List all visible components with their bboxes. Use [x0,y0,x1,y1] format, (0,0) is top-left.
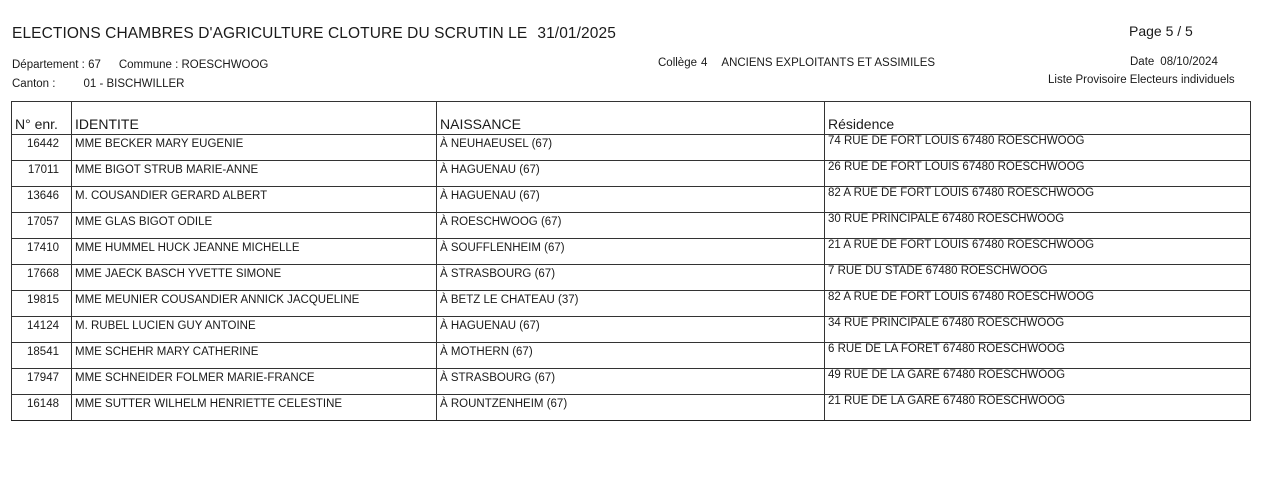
cell-number: 14124 [12,317,72,343]
cell-number: 19815 [12,291,72,317]
cell-residence: 7 RUE DU STADE 67480 ROESCHWOOG [825,265,1251,291]
cell-naissance: À ROUNTZENHEIM (67) [437,395,825,421]
cell-number: 17668 [12,265,72,291]
cell-identite: MME HUMMEL HUCK JEANNE MICHELLE [72,239,437,265]
document-title [12,25,616,43]
cell-residence: 49 RUE DE LA GARE 67480 ROESCHWOOG [825,369,1251,395]
cell-naissance: À MOTHERN (67) [437,343,825,369]
table-row [12,265,1251,291]
cell-residence: 34 RUE PRINCIPALE 67480 ROESCHWOOG [825,317,1251,343]
table-row [12,291,1251,317]
cell-number: 16148 [12,395,72,421]
column-header-identite: IDENTITE [72,102,437,135]
date-line [1130,56,1218,68]
closing-date: 31/01/2025 [537,25,616,42]
cell-number: 17410 [12,239,72,265]
cell-naissance: À SOUFFLENHEIM (67) [437,239,825,265]
cell-identite: MME GLAS BIGOT ODILE [72,213,437,239]
cell-residence: 82 A RUE DE FORT LOUIS 67480 ROESCHWOOG [825,187,1251,213]
page-number: Page 5 / 5 [1129,23,1193,39]
table-row [12,239,1251,265]
table-row [12,395,1251,421]
cell-residence: 21 RUE DE LA GARE 67480 ROESCHWOOG [825,395,1251,421]
cell-number: 17947 [12,369,72,395]
college-label: Collège [658,57,697,69]
cell-identite: M. RUBEL LUCIEN GUY ANTOINE [72,317,437,343]
list-type: Liste Provisoire Electeurs individuels [1048,74,1235,86]
cell-identite: M. COUSANDIER GERARD ALBERT [72,187,437,213]
cell-residence: 6 RUE DE LA FORET 67480 ROESCHWOOG [825,343,1251,369]
cell-number: 16442 [12,135,72,161]
table-row [12,317,1251,343]
canton-label: Canton : [12,78,56,90]
cell-residence: 26 RUE DE FORT LOUIS 67480 ROESCHWOOG [825,161,1251,187]
cell-naissance: À STRASBOURG (67) [437,265,825,291]
table-header-row [12,102,1251,135]
cell-number: 18541 [12,343,72,369]
departement-line [12,59,268,71]
date-label: Date [1130,56,1155,68]
cell-naissance: À HAGUENAU (67) [437,161,825,187]
cell-naissance: À NEUHAEUSEL (67) [437,135,825,161]
cell-identite: MME SCHNEIDER FOLMER MARIE-FRANCE [72,369,437,395]
canton-value: 01 - BISCHWILLER [83,78,185,90]
commune: Commune : ROESCHWOOG [118,59,269,71]
table-row [12,187,1251,213]
cell-residence: 82 A RUE DE FORT LOUIS 67480 ROESCHWOOG [825,291,1251,317]
cell-number: 17057 [12,213,72,239]
cell-identite: MME BECKER MARY EUGENIE [72,135,437,161]
cell-identite: MME SCHEHR MARY CATHERINE [72,343,437,369]
column-header-number: N° enr. [12,102,72,135]
college-name: ANCIENS EXPLOITANTS ET ASSIMILES [721,57,936,69]
voters-table [11,101,1251,421]
college-number: 4 [701,57,708,69]
college-line [658,57,935,69]
column-header-residence: Résidence [825,102,1251,135]
table-row [12,369,1251,395]
cell-naissance: À BETZ LE CHATEAU (37) [437,291,825,317]
cell-number: 17011 [12,161,72,187]
table-row [12,135,1251,161]
cell-identite: MME SUTTER WILHELM HENRIETTE CELESTINE [72,395,437,421]
cell-naissance: À HAGUENAU (67) [437,187,825,213]
cell-identite: MME MEUNIER COUSANDIER ANNICK JACQUELINE [72,291,437,317]
cell-residence: 74 RUE DE FORT LOUIS 67480 ROESCHWOOG [825,135,1251,161]
cell-residence: 30 RUE PRINCIPALE 67480 ROESCHWOOG [825,213,1251,239]
departement: Département : 67 [12,59,101,71]
cell-naissance: À STRASBOURG (67) [437,369,825,395]
cell-residence: 21 A RUE DE FORT LOUIS 67480 ROESCHWOOG [825,239,1251,265]
cell-naissance: À ROESCHWOOG (67) [437,213,825,239]
title-text: ELECTIONS CHAMBRES D'AGRICULTURE CLOTURE DU SCRUTIN LE [12,25,528,42]
table-row [12,343,1251,369]
cell-naissance: À HAGUENAU (67) [437,317,825,343]
column-header-naissance: NAISSANCE [437,102,825,135]
date-value: 08/10/2024 [1160,56,1218,68]
table-row [12,213,1251,239]
table-row [12,161,1251,187]
canton-line [12,78,184,90]
cell-identite: MME JAECK BASCH YVETTE SIMONE [72,265,437,291]
cell-number: 13646 [12,187,72,213]
cell-identite: MME BIGOT STRUB MARIE-ANNE [72,161,437,187]
